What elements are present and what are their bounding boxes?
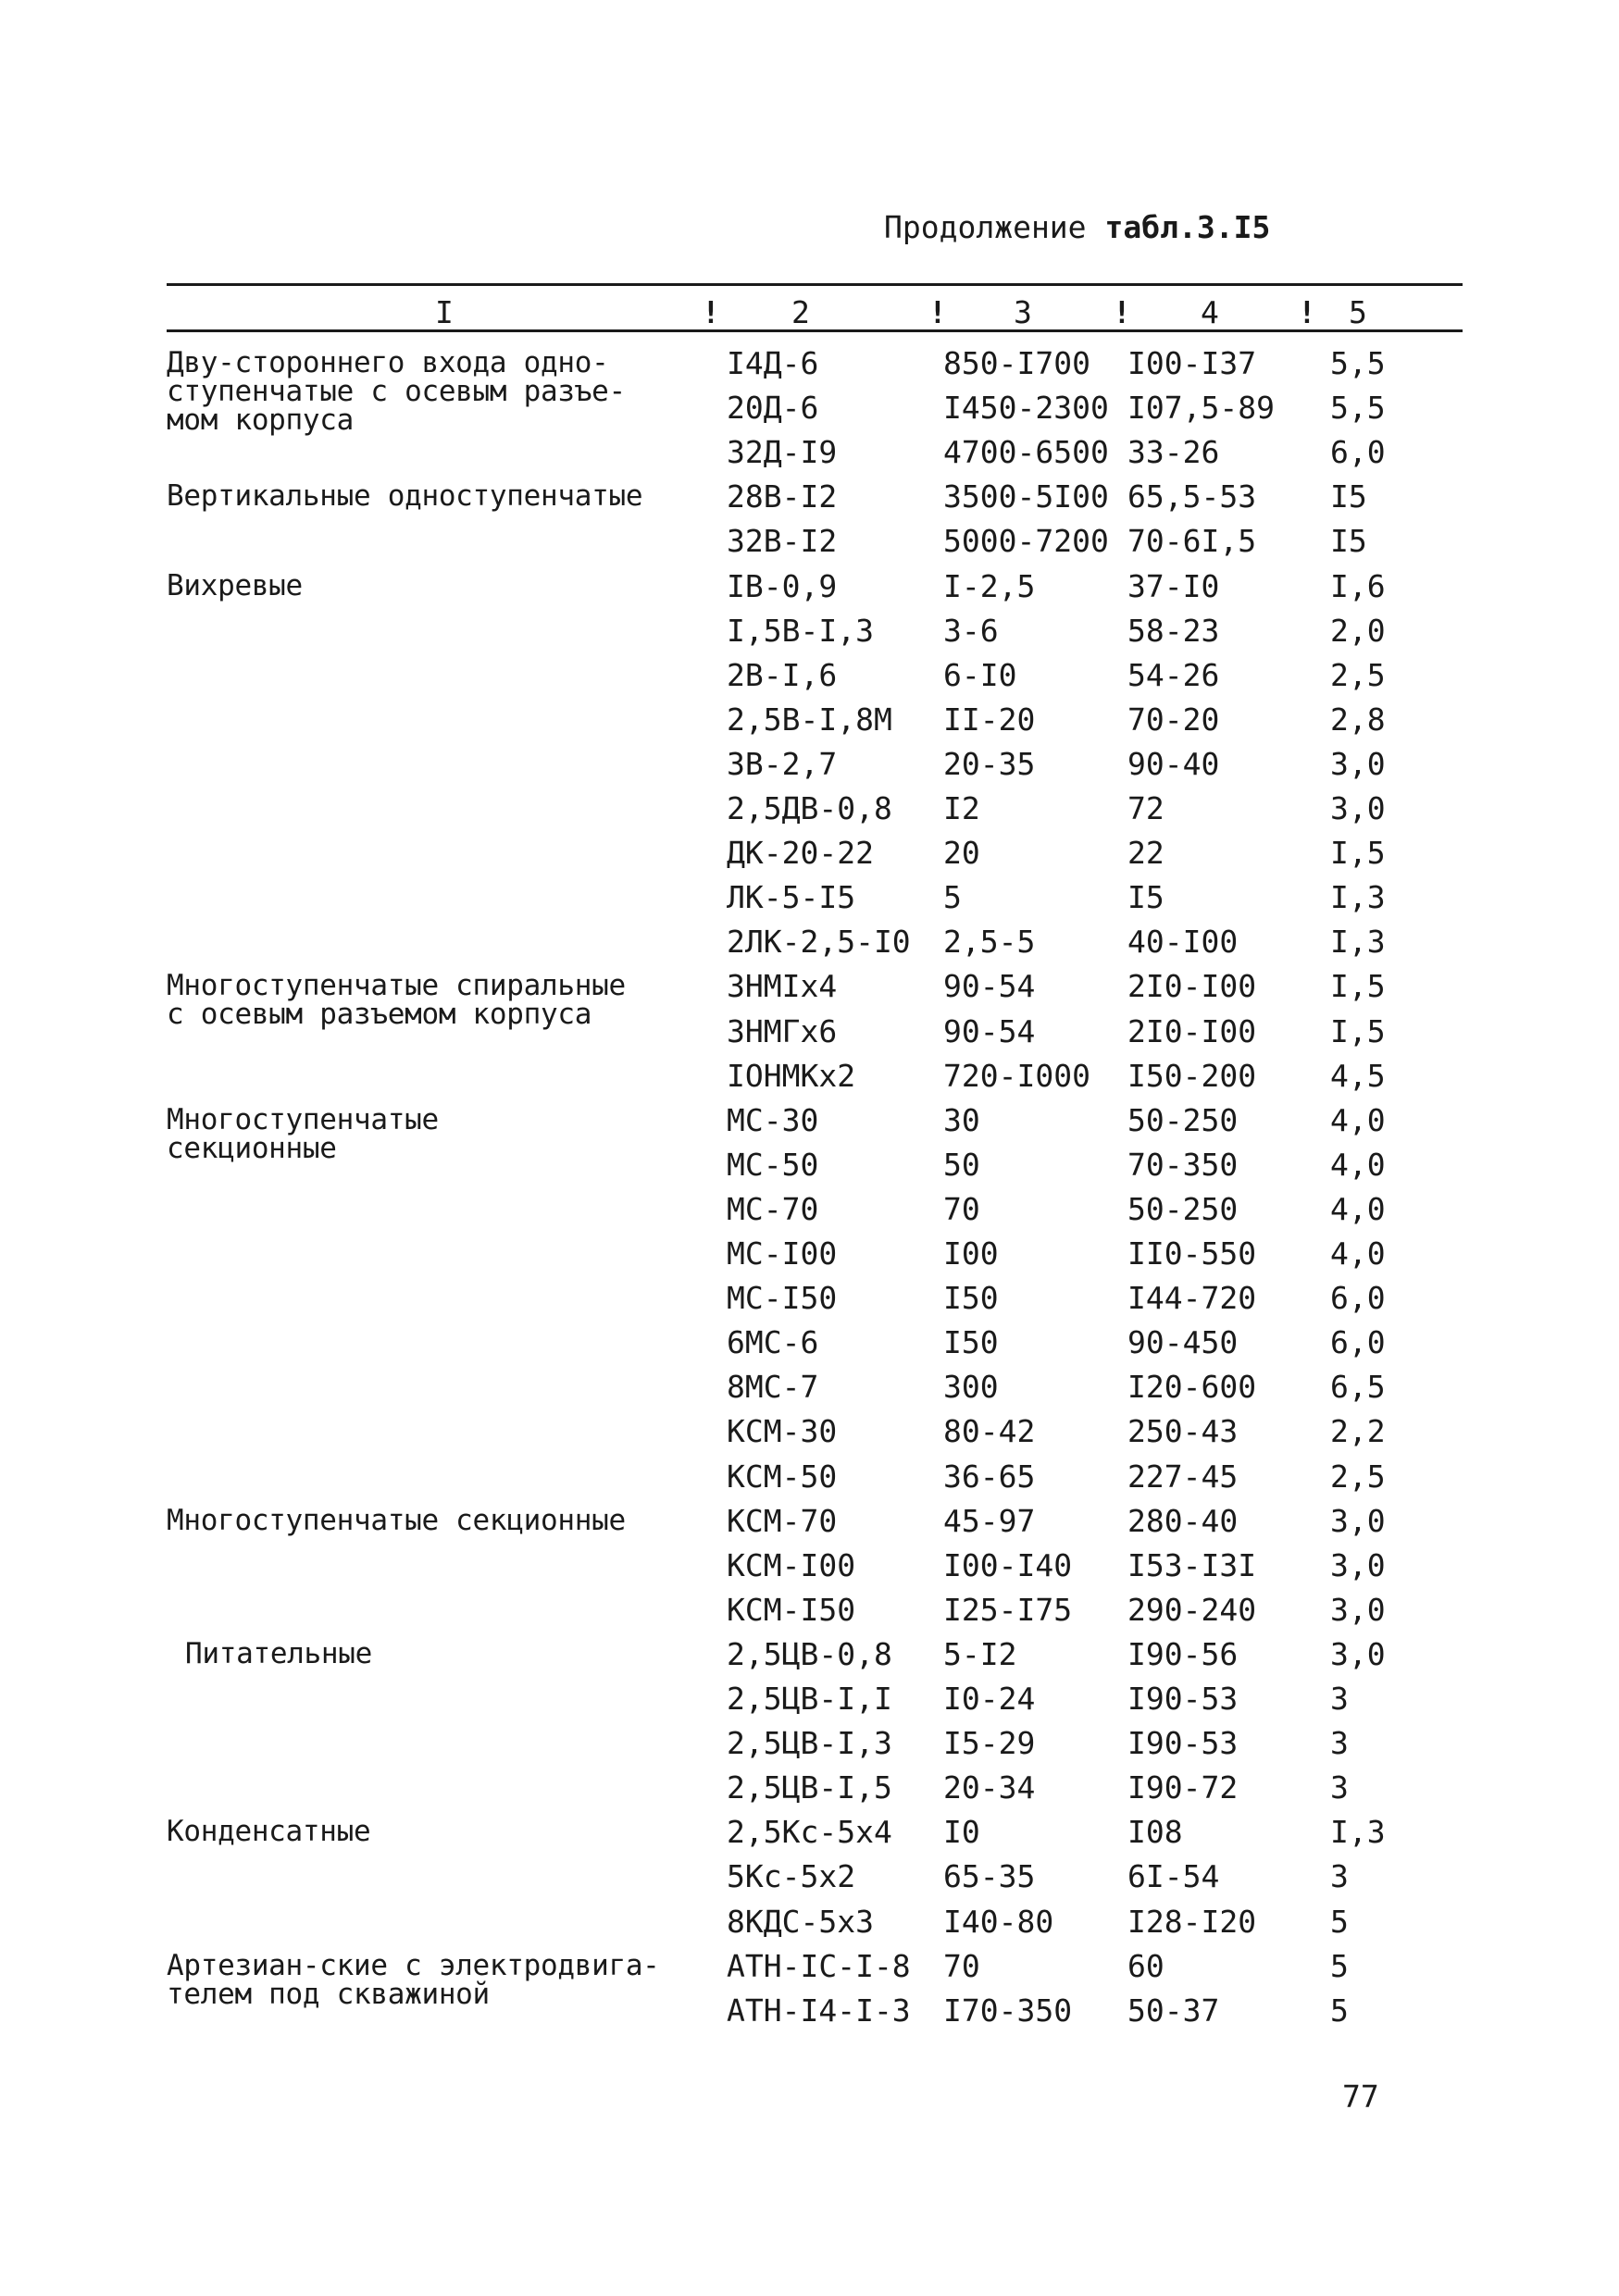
cell-flow-rate: I40-80: [943, 1903, 1054, 1940]
table-row: [0, 1235, 1619, 1280]
cell-flow-rate: 4700-6500: [943, 434, 1109, 471]
cell-npsh: I,6: [1330, 567, 1386, 604]
cell-flow-rate: I0-24: [943, 1681, 1036, 1717]
table-row: [0, 657, 1619, 701]
table-row: [0, 1948, 1619, 1992]
cell-npsh: 3: [1330, 1725, 1349, 1762]
pump-type-label: телем под скважиной: [167, 1977, 490, 2011]
cell-pump-mark: 2,5Кс-5х4: [727, 1814, 892, 1851]
cell-flow-rate: 720-I000: [943, 1057, 1090, 1094]
cell-npsh: 3,0: [1330, 1546, 1386, 1583]
cell-flow-rate: 70: [943, 1190, 980, 1227]
pump-type-label: Многоступенчатые: [167, 1102, 439, 1136]
cell-head: 290-240: [1127, 1591, 1257, 1628]
cell-npsh: 3: [1330, 1858, 1349, 1895]
header-separator: !: [702, 294, 720, 330]
pump-type-label: Вертикальные одноступенчатые: [167, 479, 643, 514]
cell-flow-rate: I450-2300: [943, 390, 1109, 427]
cell-pump-mark: 3В-2,7: [727, 745, 838, 782]
cell-pump-mark: КСМ-50: [727, 1458, 838, 1495]
table-row: [0, 968, 1619, 1012]
cell-pump-mark: ЛК-5-I5: [727, 879, 856, 916]
cell-npsh: 6,5: [1330, 1369, 1386, 1406]
cell-npsh: I,5: [1330, 1012, 1386, 1049]
pump-type-label: Вихревые: [167, 568, 303, 602]
cell-head: 58-23: [1127, 612, 1220, 649]
cell-head: I20-600: [1127, 1369, 1257, 1406]
cell-flow-rate: I70-350: [943, 1992, 1073, 2029]
cell-npsh: 5,5: [1330, 345, 1386, 381]
cell-flow-rate: 65-35: [943, 1858, 1036, 1895]
table-row: [0, 835, 1619, 879]
cell-pump-mark: I4Д-6: [727, 345, 819, 381]
cell-head: 60: [1127, 1947, 1164, 1984]
table-row: [0, 1904, 1619, 1948]
table-row: [0, 1681, 1619, 1725]
cell-npsh: 5: [1330, 1947, 1349, 1984]
table-row: [0, 523, 1619, 567]
cell-flow-rate: 70: [943, 1947, 980, 1984]
cell-pump-mark: МС-70: [727, 1190, 819, 1227]
cell-head: 50-37: [1127, 1992, 1220, 2029]
cell-flow-rate: 6-I0: [943, 656, 1017, 693]
cell-pump-mark: 32Д-I9: [727, 434, 838, 471]
cell-pump-mark: 2,5ЦВ-I,5: [727, 1769, 892, 1806]
pump-type-label: Конденсатные: [167, 1815, 371, 1849]
cell-head: 227-45: [1127, 1458, 1239, 1495]
cell-pump-mark: 2,5ДВ-0,8: [727, 790, 892, 826]
cell-npsh: 2,5: [1330, 656, 1386, 693]
header-separator: !: [1298, 294, 1316, 330]
table-row: [0, 345, 1619, 390]
cell-pump-mark: КСМ-I50: [727, 1591, 856, 1628]
header-col-1: I: [435, 294, 454, 330]
cell-npsh: 3,0: [1330, 1635, 1386, 1672]
cell-npsh: 2,5: [1330, 1458, 1386, 1495]
cell-npsh: I,5: [1330, 835, 1386, 872]
cell-head: I28-I20: [1127, 1903, 1257, 1940]
cell-npsh: 6,0: [1330, 1280, 1386, 1317]
cell-flow-rate: 36-65: [943, 1458, 1036, 1495]
cell-pump-mark: КСМ-70: [727, 1502, 838, 1539]
cell-head: 90-40: [1127, 745, 1220, 782]
pump-type-label: ступенчатые с осевым разъе-: [167, 375, 626, 408]
table-row: [0, 924, 1619, 968]
cell-flow-rate: 850-I700: [943, 345, 1090, 381]
table-row: [0, 1324, 1619, 1369]
cell-flow-rate: 20: [943, 835, 980, 872]
cell-pump-mark: 2,5ЦВ-I,3: [727, 1725, 892, 1762]
cell-npsh: 4,0: [1330, 1146, 1386, 1183]
cell-head: 2I0-I00: [1127, 1012, 1257, 1049]
cell-npsh: I5: [1330, 523, 1367, 560]
cell-pump-mark: АТН-IС-I-8: [727, 1947, 911, 1984]
cell-head: I90-53: [1127, 1681, 1239, 1717]
cell-npsh: I,3: [1330, 879, 1386, 916]
cell-flow-rate: I0: [943, 1814, 980, 1851]
cell-pump-mark: 2,5В-I,8М: [727, 701, 892, 738]
cell-npsh: 3: [1330, 1769, 1349, 1806]
table-row: [0, 390, 1619, 437]
table-row: [0, 1814, 1619, 1858]
cell-flow-rate: 20-35: [943, 745, 1036, 782]
cell-npsh: 5: [1330, 1992, 1349, 2029]
table-row: [0, 1503, 1619, 1547]
cell-head: I5: [1127, 879, 1164, 916]
cell-flow-rate: 90-54: [943, 968, 1036, 1005]
pump-type-label: Многоступенчатые секционные: [167, 1503, 626, 1537]
cell-npsh: I,5: [1330, 968, 1386, 1005]
cell-npsh: 4,0: [1330, 1235, 1386, 1272]
header-col-2: 2: [791, 294, 810, 330]
table-row: [0, 434, 1619, 478]
cell-flow-rate: 300: [943, 1369, 999, 1406]
cell-flow-rate: 80-42: [943, 1413, 1036, 1450]
pump-type-label: секционные: [167, 1131, 337, 1165]
cell-npsh: 6,0: [1330, 1324, 1386, 1361]
cell-flow-rate: I50: [943, 1280, 999, 1317]
cell-head: 90-450: [1127, 1324, 1239, 1361]
cell-npsh: 2,2: [1330, 1413, 1386, 1450]
cell-head: 40-I00: [1127, 924, 1239, 961]
table-row: [0, 1458, 1619, 1503]
cell-pump-mark: I,5В-I,3: [727, 612, 874, 649]
cell-npsh: 4,0: [1330, 1101, 1386, 1138]
header-col-5: 5: [1349, 294, 1367, 330]
cell-flow-rate: 5-I2: [943, 1635, 1017, 1672]
table-row: [0, 1369, 1619, 1413]
cell-head: 22: [1127, 835, 1164, 872]
table-row: [0, 701, 1619, 746]
header-col-3: 3: [1014, 294, 1032, 330]
cell-head: 280-40: [1127, 1502, 1239, 1539]
table-row: [0, 1769, 1619, 1814]
cell-npsh: 2,0: [1330, 612, 1386, 649]
cell-head: 2I0-I00: [1127, 968, 1257, 1005]
header-col-4: 4: [1201, 294, 1219, 330]
cell-pump-mark: 8КДС-5х3: [727, 1903, 874, 1940]
table-row: [0, 1280, 1619, 1324]
cell-npsh: 2,8: [1330, 701, 1386, 738]
cell-npsh: 4,0: [1330, 1190, 1386, 1227]
table-header-rule: [167, 329, 1463, 332]
cell-head: 50-250: [1127, 1101, 1239, 1138]
cell-npsh: I,3: [1330, 924, 1386, 961]
cell-head: I50-200: [1127, 1057, 1257, 1094]
table-row: [0, 1058, 1619, 1102]
pump-type-label: Многоступенчатые спиральные: [167, 969, 626, 1003]
cell-pump-mark: 32В-I2: [727, 523, 838, 560]
cell-flow-rate: I-2,5: [943, 567, 1036, 604]
cell-head: 65,5-53: [1127, 478, 1257, 515]
pump-type-label: с осевым разъемом корпуса: [167, 998, 592, 1032]
cell-npsh: I5: [1330, 478, 1367, 515]
cell-pump-mark: 2ЛК-2,5-I0: [727, 924, 911, 961]
cell-pump-mark: КСМ-I00: [727, 1546, 856, 1583]
cell-pump-mark: 28В-I2: [727, 478, 838, 515]
cell-head: 50-250: [1127, 1190, 1239, 1227]
table-row: [0, 746, 1619, 790]
cell-flow-rate: 2,5-5: [943, 924, 1036, 961]
cell-flow-rate: I25-I75: [943, 1591, 1073, 1628]
cell-pump-mark: IОНМКх2: [727, 1057, 856, 1094]
cell-npsh: 5,5: [1330, 390, 1386, 427]
table-top-rule: [167, 283, 1463, 286]
table-row: [0, 1147, 1619, 1191]
header-separator: !: [928, 294, 947, 330]
table-row: [0, 1636, 1619, 1681]
cell-npsh: 6,0: [1330, 434, 1386, 471]
cell-pump-mark: 6МС-6: [727, 1324, 819, 1361]
cell-flow-rate: II-20: [943, 701, 1036, 738]
cell-pump-mark: ДК-20-22: [727, 835, 874, 872]
cell-head: I00-I37: [1127, 345, 1257, 381]
cell-pump-mark: АТН-I4-I-3: [727, 1992, 911, 2029]
page-number: 77: [1342, 2079, 1379, 2115]
cell-pump-mark: МС-50: [727, 1146, 819, 1183]
cell-flow-rate: I2: [943, 790, 980, 826]
cell-flow-rate: 50: [943, 1146, 980, 1183]
cell-npsh: 4,5: [1330, 1057, 1386, 1094]
cell-flow-rate: I00: [943, 1235, 999, 1272]
cell-pump-mark: 2В-I,6: [727, 656, 838, 693]
table-row: [0, 1191, 1619, 1235]
table-row: [0, 568, 1619, 613]
cell-pump-mark: 3НМГх6: [727, 1012, 838, 1049]
table-row: [0, 790, 1619, 835]
table-row: [0, 1413, 1619, 1458]
cell-head: I08: [1127, 1814, 1183, 1851]
header-separator: !: [1113, 294, 1131, 330]
table-row: [0, 613, 1619, 657]
cell-head: 72: [1127, 790, 1164, 826]
table-row: [0, 1725, 1619, 1769]
pump-type-label: Артезиан-ские с электродвига-: [167, 1948, 660, 1982]
cell-pump-mark: МС-30: [727, 1101, 819, 1138]
table-row: [0, 1592, 1619, 1636]
cell-pump-mark: 2,5ЦВ-I,I: [727, 1681, 892, 1717]
cell-flow-rate: 5: [943, 879, 962, 916]
pump-type-label: Дву-стороннего входа одно-: [167, 346, 609, 379]
cell-head: I90-72: [1127, 1769, 1239, 1806]
caption-label: Продолжение: [884, 209, 1087, 245]
cell-head: I53-I3I: [1127, 1546, 1257, 1583]
cell-pump-mark: 2,5ЦВ-0,8: [727, 1635, 892, 1672]
cell-npsh: 5: [1330, 1903, 1349, 1940]
cell-head: I07,5-89: [1127, 390, 1275, 427]
table-row: [0, 879, 1619, 924]
cell-flow-rate: 5000-7200: [943, 523, 1109, 560]
cell-head: 33-26: [1127, 434, 1220, 471]
cell-head: 6I-54: [1127, 1858, 1220, 1895]
table-row: [0, 478, 1619, 523]
cell-pump-mark: 5Кс-5х2: [727, 1858, 856, 1895]
table-row: [0, 1547, 1619, 1592]
cell-npsh: 3,0: [1330, 745, 1386, 782]
table-header: [167, 294, 1463, 328]
cell-flow-rate: 30: [943, 1101, 980, 1138]
table-row: [0, 1992, 1619, 2037]
cell-pump-mark: 20Д-6: [727, 390, 819, 427]
cell-flow-rate: 3500-5I00: [943, 478, 1109, 515]
cell-npsh: 3,0: [1330, 1591, 1386, 1628]
cell-head: 54-26: [1127, 656, 1220, 693]
cell-flow-rate: 90-54: [943, 1012, 1036, 1049]
cell-npsh: 3,0: [1330, 1502, 1386, 1539]
cell-pump-mark: 8МС-7: [727, 1369, 819, 1406]
cell-pump-mark: МС-I50: [727, 1280, 838, 1317]
cell-head: 250-43: [1127, 1413, 1239, 1450]
cell-head: I90-53: [1127, 1725, 1239, 1762]
cell-head: I44-720: [1127, 1280, 1257, 1317]
cell-flow-rate: 20-34: [943, 1769, 1036, 1806]
cell-pump-mark: 3НМIх4: [727, 968, 838, 1005]
cell-npsh: I,3: [1330, 1814, 1386, 1851]
cell-flow-rate: I50: [943, 1324, 999, 1361]
table-row: [0, 1013, 1619, 1058]
cell-pump-mark: КСМ-30: [727, 1413, 838, 1450]
cell-flow-rate: 3-6: [943, 612, 999, 649]
cell-npsh: 3,0: [1330, 790, 1386, 826]
table-row: [0, 1102, 1619, 1147]
table-row: [0, 1858, 1619, 1903]
cell-npsh: 3: [1330, 1681, 1349, 1717]
cell-pump-mark: IВ-0,9: [727, 567, 838, 604]
cell-pump-mark: МС-I00: [727, 1235, 838, 1272]
cell-head: 70-6I,5: [1127, 523, 1257, 560]
cell-head: 70-350: [1127, 1146, 1239, 1183]
cell-flow-rate: 45-97: [943, 1502, 1036, 1539]
cell-head: I90-56: [1127, 1635, 1239, 1672]
cell-flow-rate: I5-29: [943, 1725, 1036, 1762]
cell-head: 37-I0: [1127, 567, 1220, 604]
cell-head: II0-550: [1127, 1235, 1257, 1272]
table-caption: [884, 209, 1270, 245]
cell-head: 70-20: [1127, 701, 1220, 738]
cell-flow-rate: I00-I40: [943, 1546, 1073, 1583]
pump-type-label: Питательные: [185, 1636, 372, 1670]
pump-type-label: мом корпуса: [167, 403, 354, 437]
caption-table-ref: табл.3.I5: [1104, 209, 1271, 245]
